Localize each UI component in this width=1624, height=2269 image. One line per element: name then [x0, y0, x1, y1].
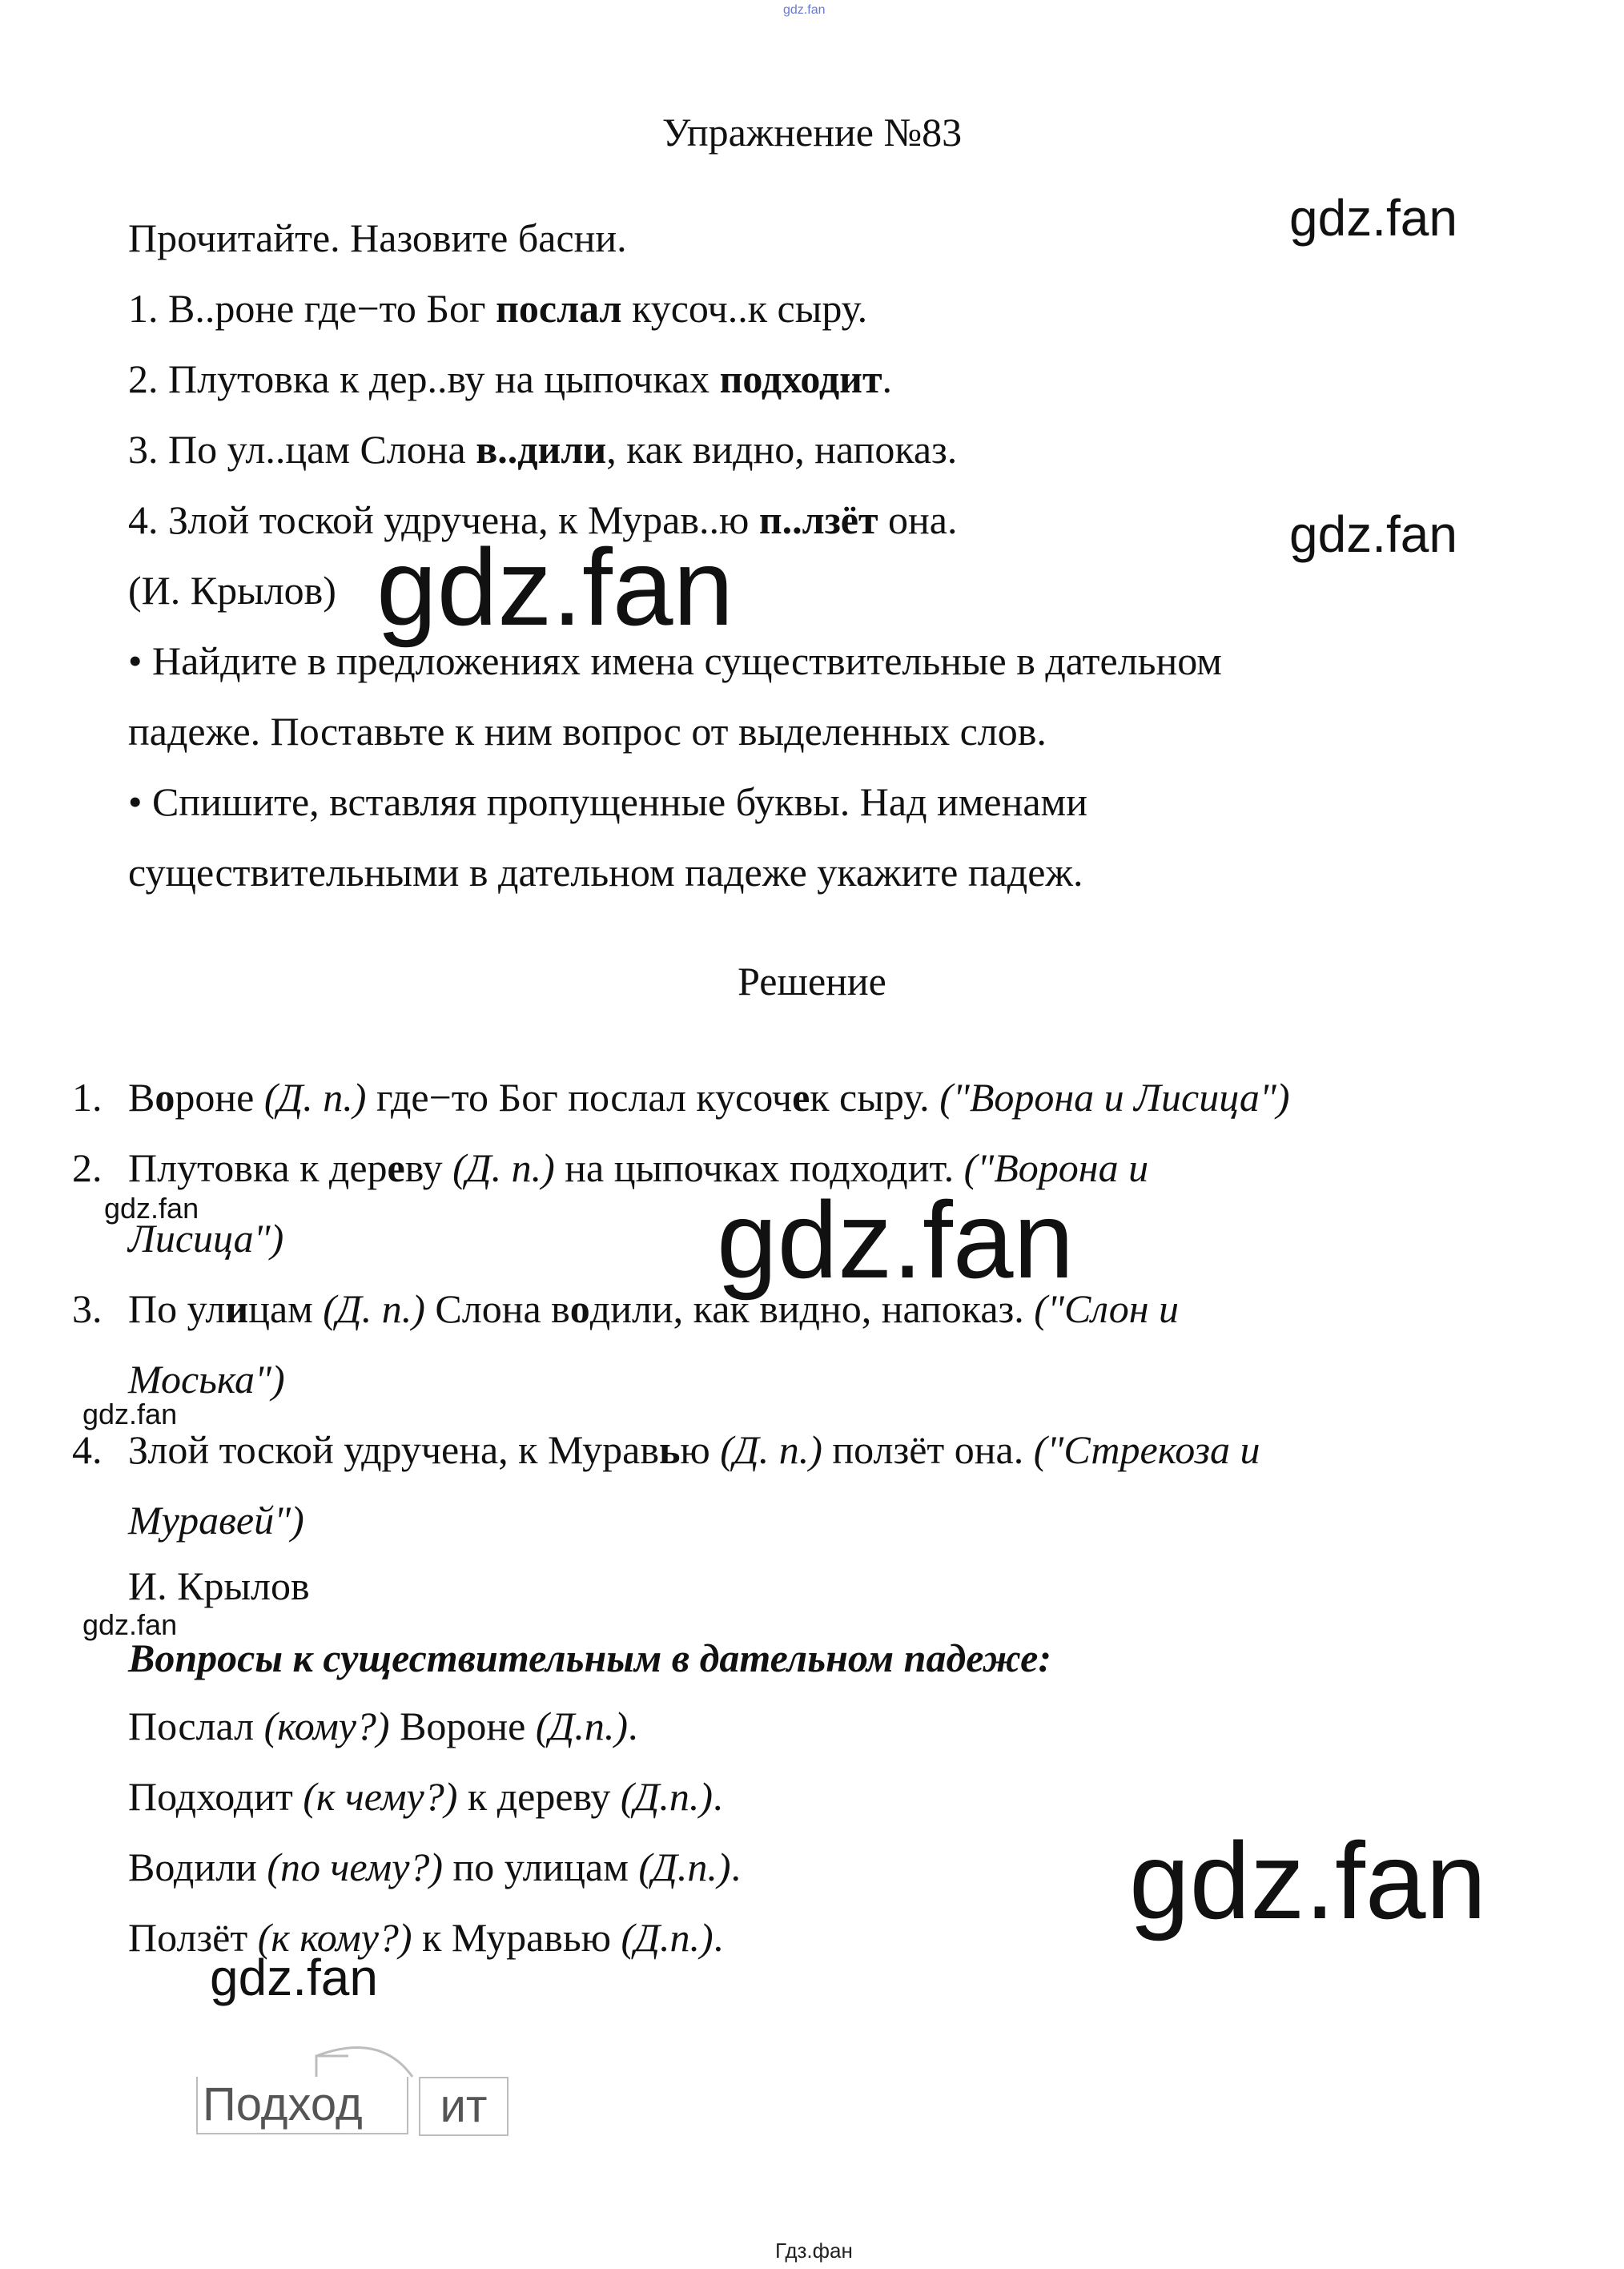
italic-note: (Д.п.): [638, 1845, 731, 1889]
highlighted-word: п..лзёт: [758, 497, 878, 542]
solution-item-continuation: Моська"): [128, 1357, 285, 1402]
question-line: [128, 1847, 741, 1917]
instruction-line: существительными в дательном падеже укажите падеж.: [128, 850, 1083, 895]
exercise-title: Упражнение №83: [661, 110, 963, 155]
question-text: к Муравью: [412, 1915, 621, 1960]
task-intro: Прочитайте. Назовите басни.: [128, 215, 627, 260]
line-number: 1.: [128, 286, 159, 331]
item-number: 1.: [72, 1075, 103, 1120]
item-text: и: [225, 1286, 249, 1331]
italic-note: ("Слон и: [1034, 1286, 1180, 1331]
item-number: 3.: [72, 1286, 103, 1331]
questions-heading: Вопросы к существительным в дательном падеже:: [128, 1635, 1052, 1680]
item-text: ползёт она.: [822, 1427, 1034, 1472]
italic-note: ("Ворона и: [963, 1145, 1149, 1190]
instruction-line: падеже. Поставьте к ним вопрос от выделенных слов.: [128, 709, 1047, 754]
watermark: gdz.fan: [1289, 189, 1457, 247]
italic-note: (Д. п.): [323, 1286, 425, 1331]
question-text: Послал: [128, 1704, 264, 1748]
watermark: gdz.fan: [82, 1398, 178, 1430]
item-text: где−то Бог послал кусоч: [366, 1075, 793, 1120]
item-text: цам: [248, 1286, 324, 1331]
italic-note: (Д. п.): [263, 1075, 367, 1120]
task-instructions: [128, 638, 1222, 923]
line-text: По ул..цам Слона: [158, 427, 476, 472]
question-line: [128, 1706, 741, 1776]
italic-note: (Д.п.): [621, 1915, 714, 1960]
item-text: о: [155, 1075, 175, 1120]
item-text: о: [569, 1286, 590, 1331]
watermark: gdz.fan: [376, 526, 734, 648]
line-number: 3.: [128, 427, 159, 472]
italic-note: (Д. п.): [452, 1145, 555, 1190]
watermark: gdz.fan: [1129, 1820, 1487, 1941]
highlighted-word: в..дили: [476, 427, 607, 472]
item-text: Слона в: [424, 1286, 570, 1331]
morpheme-ending: ит: [419, 2077, 509, 2136]
italic-note: (к кому?): [257, 1915, 412, 1960]
question-text: Вороне: [389, 1704, 536, 1748]
morpheme-diagram: [196, 2046, 517, 2142]
solution-author: И. Крылов: [128, 1563, 310, 1608]
task-author: (И. Крылов): [128, 568, 336, 613]
line-text: Плутовка к дер..ву на цыпочках: [158, 356, 720, 401]
line-number: 2.: [128, 356, 159, 401]
question-text: Подходит: [128, 1774, 303, 1819]
solution-item-continuation: Муравей"): [128, 1498, 304, 1543]
solution-item: [72, 1427, 1290, 1500]
item-text: на цыпочках подходит.: [554, 1145, 964, 1190]
item-text: В: [128, 1075, 155, 1120]
questions-list: [128, 1706, 741, 1988]
question-text: Водили: [128, 1845, 267, 1889]
question-text: .: [628, 1704, 638, 1748]
line-number: 4.: [128, 497, 159, 542]
watermark: gdz.fan: [717, 1179, 1075, 1301]
task-line: [128, 288, 1222, 359]
italic-note: ("Ворона и Лисица"): [939, 1075, 1290, 1120]
item-text: По ул: [128, 1286, 226, 1331]
question-text: .: [730, 1845, 742, 1889]
question-line: [128, 1776, 741, 1847]
item-text: Плутовка к дер: [128, 1145, 388, 1190]
solution-item: [72, 1286, 1290, 1359]
line-text: она.: [878, 497, 958, 542]
watermark: gdz.fan: [210, 1949, 378, 2006]
watermark: gdz.fan: [82, 1608, 178, 1641]
italic-note: (Д. п.): [720, 1427, 822, 1472]
item-text: ь: [658, 1427, 681, 1472]
highlighted-word: послал: [496, 286, 622, 331]
item-text: дили, как видно, напоказ.: [589, 1286, 1035, 1331]
line-text: Злой тоской удручена, к Мурав..ю: [158, 497, 759, 542]
line-text: .: [882, 356, 893, 401]
italic-note: (по чему?): [267, 1845, 444, 1889]
question-text: .: [713, 1774, 723, 1819]
item-text: ву: [404, 1145, 453, 1190]
top-watermark: gdz.fan: [783, 3, 826, 17]
question-text: к дереву: [457, 1774, 621, 1819]
instruction-line: • Спишите, вставляя пропущенные буквы. Над именами: [128, 779, 1087, 824]
instruction-line: • Найдите в предложениях имена существительные в дательном: [128, 638, 1222, 683]
line-text: кусоч..к сыру.: [621, 286, 868, 331]
item-number: 2.: [72, 1145, 103, 1190]
question-text: .: [713, 1915, 724, 1960]
morpheme-root: Подход: [196, 2077, 408, 2134]
solution-item-continuation: Лисица"): [128, 1216, 284, 1261]
watermark: gdz.fan: [1289, 505, 1457, 563]
item-text: роне: [175, 1075, 264, 1120]
italic-note: (к чему?): [303, 1774, 458, 1819]
task-line: [128, 429, 1222, 500]
question-text: по улицам: [443, 1845, 639, 1889]
italic-note: ("Стрекоза и: [1033, 1427, 1260, 1472]
task-line: [128, 356, 1222, 429]
italic-note: (Д.п.): [535, 1704, 629, 1748]
question-text: Ползёт: [128, 1915, 258, 1960]
footer-text: Гдз.фан: [775, 2239, 853, 2263]
solution-heading: Решение: [738, 959, 886, 1004]
solution-item: [72, 1145, 1290, 1218]
highlighted-word: подходит: [719, 356, 882, 401]
line-text: В..роне где−то Бог: [158, 286, 496, 331]
italic-note: (кому?): [263, 1704, 390, 1748]
line-text: , как видно, напоказ.: [606, 427, 958, 472]
italic-note: (Д.п.): [620, 1774, 714, 1819]
item-text: е: [387, 1145, 405, 1190]
item-number: 4.: [72, 1427, 103, 1472]
item-text: е: [792, 1075, 810, 1120]
item-text: Злой тоской удручена, к Мурав: [128, 1427, 659, 1472]
item-text: к сыру.: [810, 1075, 940, 1120]
watermark: gdz.fan: [104, 1192, 199, 1225]
solution-list: [72, 1077, 1290, 1571]
item-text: ю: [680, 1427, 721, 1472]
solution-item: [72, 1077, 1290, 1148]
